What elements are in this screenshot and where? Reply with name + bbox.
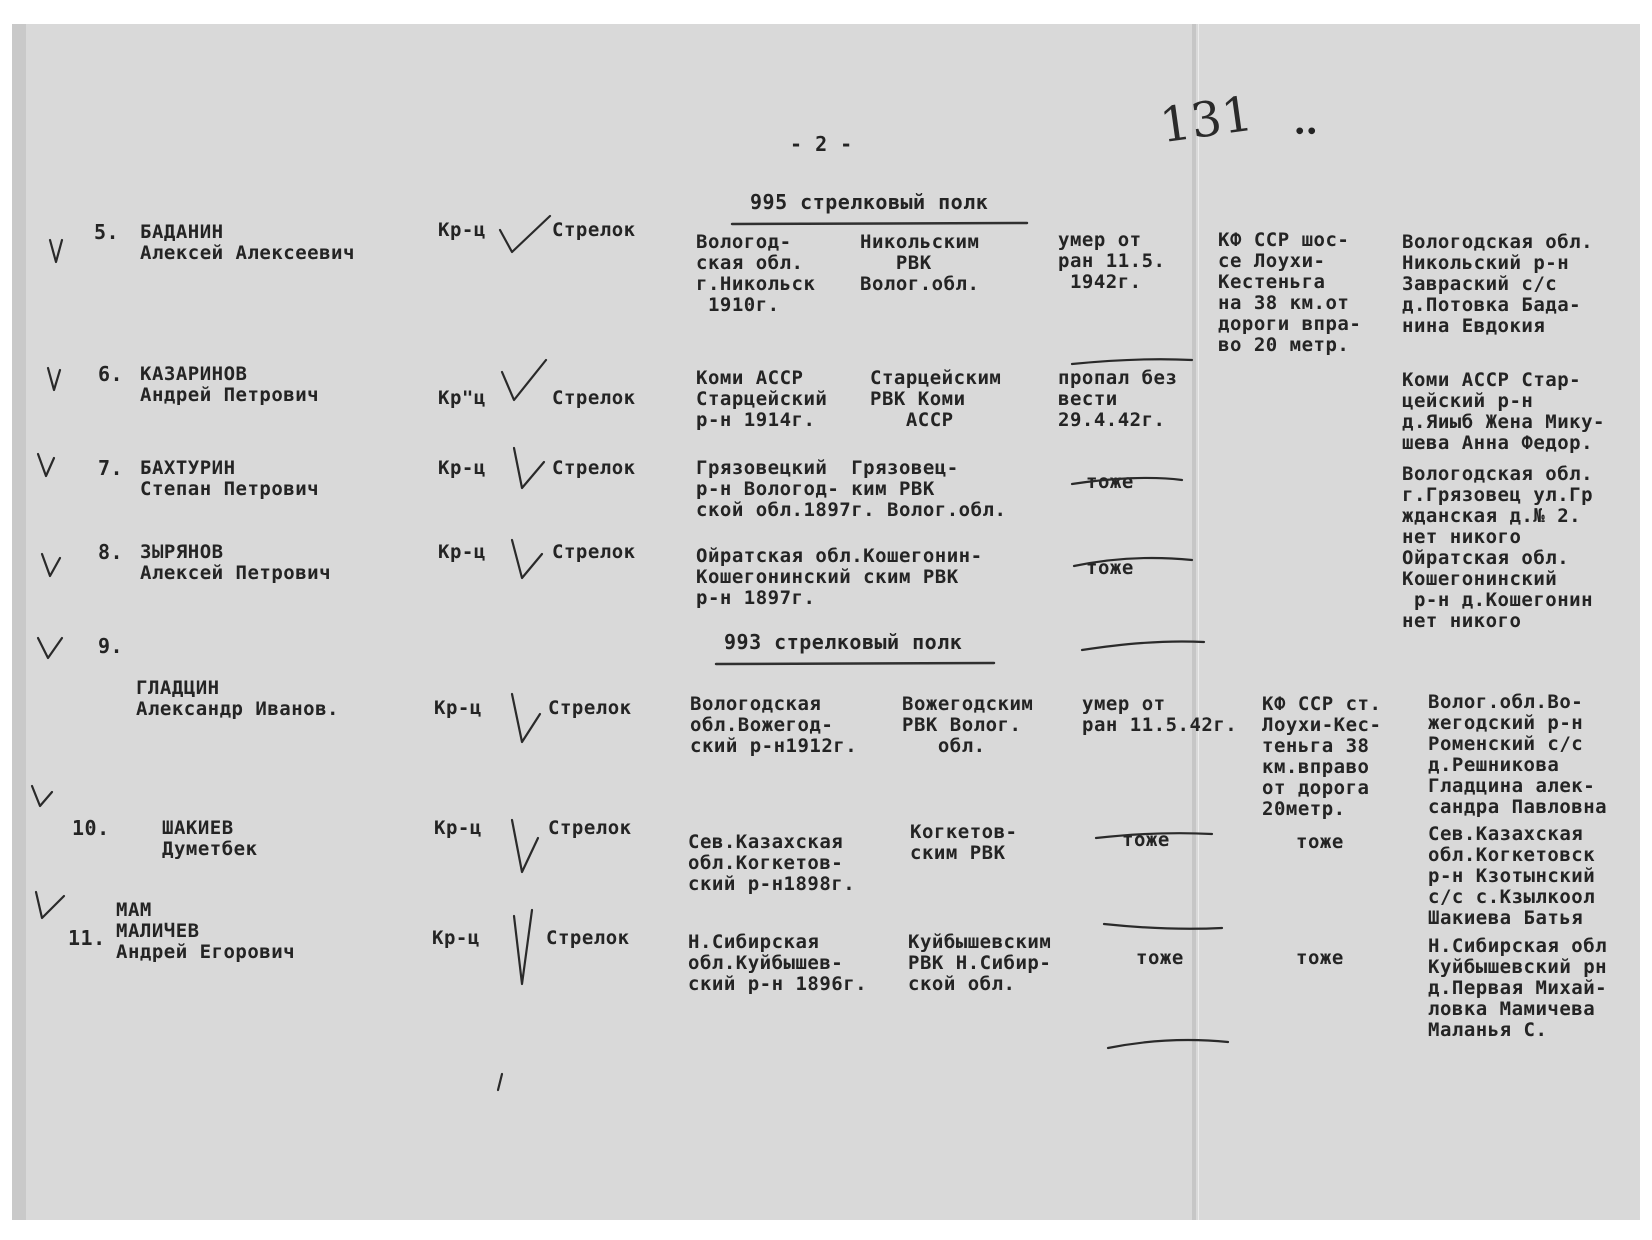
soldier-name: БАДАНИН Алексей Алексеевич (140, 221, 355, 264)
draft-office: Старцейским РВК Коми АССР (870, 367, 1002, 431)
section-underlines (12, 24, 1640, 1220)
soldier-name: ЗЫРЯНОВ Алексей Петрович (140, 541, 332, 584)
row-number: 8. (98, 540, 124, 564)
family-address: Коми АССР Стар- цейский р-н д.Яиыб Жена Мику- шева Анна Федор. (1402, 369, 1605, 454)
fate: умер от ран 11.5. 1942г. (1058, 229, 1166, 293)
rank: Кр-ц (434, 697, 482, 719)
draft-office: Когкетов- ским РВК (910, 821, 1018, 864)
burial-place: КФ ССР шос- се Лоухи- Кестеньга на 38 км.от дороги впра- во 20 метр. (1218, 229, 1362, 356)
fate: тоже (1136, 947, 1184, 969)
position: Стрелок (552, 457, 636, 479)
position: Стрелок (548, 817, 632, 839)
rank: Кр-ц (432, 927, 480, 949)
margin-check-marks (12, 24, 142, 1220)
burial-place: тоже (1296, 831, 1344, 853)
birth-info: Коми АССР Старцейский р-н 1914г. (696, 367, 828, 431)
birth-info: Сев.Казахская обл.Когкетов- ский р-н1898г. (688, 831, 856, 895)
family-address: Сев.Казахская обл.Когкетовск р-н Кзотынский с/с с.Кзылкоол Шакиева Батья (1428, 823, 1596, 929)
section-title: 995 стрелковый полк (750, 190, 989, 214)
row-number: 11. (68, 926, 106, 950)
rank: Кр-ц (434, 817, 482, 839)
rank: Кр-ц (438, 219, 486, 241)
fate: умер от ран 11.5.42г. (1082, 693, 1238, 736)
row-number: 10. (72, 816, 110, 840)
fate: тоже (1086, 471, 1134, 493)
birth-info: Вологод- ская обл. г.Никольск 1910г. (696, 231, 816, 316)
rank: Кр-ц (438, 457, 486, 479)
fate: пропал без вести 29.4.42г. (1058, 367, 1178, 431)
family-address: Ойратская обл. Кошегонинский р-н д.Кошегонин нет никого (1402, 547, 1594, 632)
rank: Кр"ц (438, 387, 486, 409)
document-page (12, 24, 1640, 1220)
birth-info: Н.Сибирская обл.Куйбышев- ский р-н 1896г. (688, 931, 868, 995)
family-address: Н.Сибирская обл Куйбышевский рн д.Первая Михай- ловка Мамичева Маланья С. (1428, 935, 1608, 1041)
fate: тоже (1086, 557, 1134, 579)
archive-number: 131 (1156, 85, 1257, 155)
birth-info: Вологодская обл.Вожегод- ский р-н1912г. (690, 693, 858, 757)
row-number: 7. (98, 456, 124, 480)
family-address: Вологодская обл. г.Грязовец ул.Гр жданская д.№ 2. нет никого (1402, 463, 1594, 548)
soldier-name: МАМ МАЛИЧЕВ Андрей Егорович (116, 899, 296, 963)
draft-office: Никольским РВК Волог.обл. (860, 231, 980, 295)
fate-dash-marks (1052, 324, 1252, 1064)
draft-office: Вожегодским РВК Волог. обл. (902, 693, 1034, 757)
birth-info: Ойратская обл.Кошегонин- Кошегонинский ским РВК р-н 1897г. (696, 545, 983, 609)
row-number: 5. (94, 220, 120, 244)
position: Стрелок (546, 927, 630, 949)
section-title: 993 стрелковый полк (724, 630, 963, 654)
position: Стрелок (552, 541, 636, 563)
position: Стрелок (552, 387, 636, 409)
fate: тоже (1122, 829, 1170, 851)
row-number: 9. (98, 634, 124, 658)
corner-mark: •• (1294, 121, 1318, 143)
row-number: 6. (98, 362, 124, 386)
soldier-name: БАХТУРИН Степан Петрович (140, 457, 320, 500)
family-address: Волог.обл.Во- жегодский р-н Роменский с/с д.Решникова Гладцина алек- сандра Павловна (1428, 691, 1608, 818)
soldier-name: ГЛАДЦИН Александр Иванов. (136, 677, 339, 720)
rank-check-marks (492, 194, 592, 1114)
soldier-name: ШАКИЕВ Думетбек (162, 817, 258, 860)
burial-place: тоже (1296, 947, 1344, 969)
birth-info: Грязовецкий Грязовец- р-н Вологод- ким РВК ской обл.1897г. Волог.обл. (696, 457, 1007, 521)
page-number: - 2 - (790, 132, 853, 156)
draft-office: Куйбышевским РВК Н.Сибир- ской обл. (908, 931, 1052, 995)
soldier-name: КАЗАРИНОВ Андрей Петрович (140, 363, 320, 406)
rank: Кр-ц (438, 541, 486, 563)
family-address: Вологодская обл. Никольский р-н Завраский с/с д.Потовка Бада- нина Евдокия (1402, 231, 1594, 337)
position: Стрелок (548, 697, 632, 719)
burial-place: КФ ССР ст. Лоухи-Кес- теньга 38 км.вправо от дорога 20метр. (1262, 693, 1382, 820)
position: Стрелок (552, 219, 636, 241)
